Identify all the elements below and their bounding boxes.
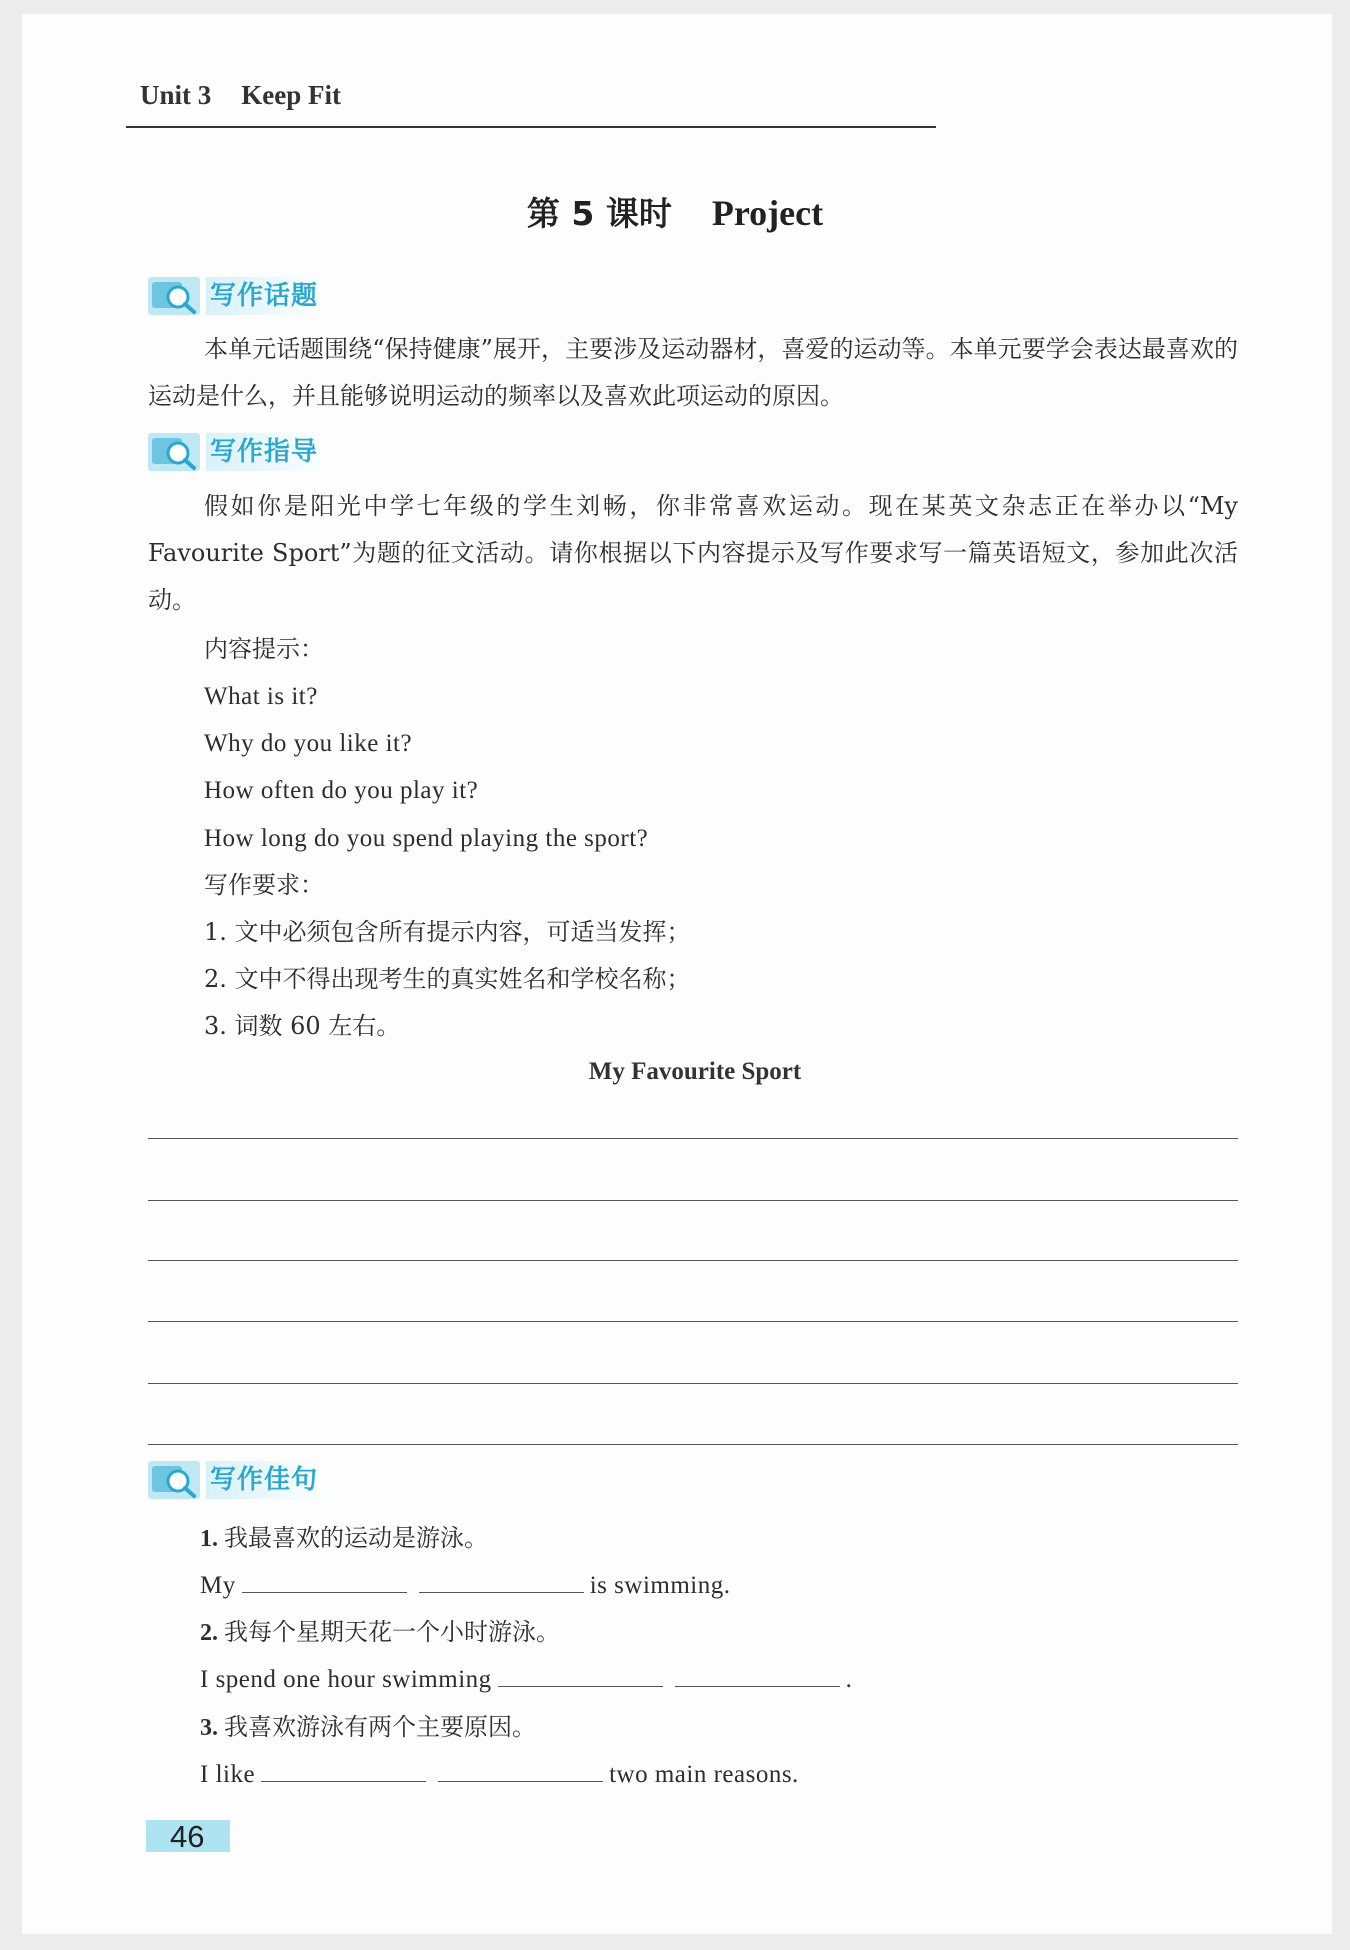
section-topic-header <box>148 276 332 316</box>
section-topic-label: 写作话题 <box>206 277 332 315</box>
writing-line[interactable] <box>148 1260 1238 1261</box>
sentence-1-cn: 1. 我最喜欢的运动是游泳。 <box>200 1524 488 1552</box>
requirements-label: 写作要求： <box>204 871 324 899</box>
writing-line[interactable] <box>148 1383 1238 1384</box>
section-sentences-header <box>148 1460 332 1500</box>
magnifier-icon <box>148 277 200 315</box>
header-rule <box>126 126 936 128</box>
hints-label: 内容提示： <box>204 635 324 663</box>
sentence-3-en: I like two main reasons. <box>200 1761 799 1788</box>
essay-title: My Favourite Sport <box>588 1058 802 1085</box>
section-guide-label: 写作指导 <box>206 433 332 471</box>
writing-line[interactable] <box>148 1138 1238 1139</box>
lesson-title <box>0 188 1350 235</box>
section-guide-header <box>148 432 332 472</box>
writing-line[interactable] <box>148 1200 1238 1201</box>
unit-number: Unit 3 <box>140 80 212 110</box>
answer-blank[interactable] <box>675 1664 840 1687</box>
lesson-title-en: Project <box>711 193 824 233</box>
running-header <box>140 80 341 111</box>
magnifier-icon <box>148 1461 200 1499</box>
answer-blank[interactable] <box>498 1664 663 1687</box>
magnifier-icon <box>148 433 200 471</box>
section-sentences-label: 写作佳句 <box>206 1461 332 1499</box>
hint-item: What is it? <box>204 683 318 710</box>
writing-line[interactable] <box>148 1444 1238 1445</box>
answer-blank[interactable] <box>419 1570 584 1593</box>
page-number: 46 <box>146 1820 230 1852</box>
hint-item: How long do you spend playing the sport? <box>204 825 649 852</box>
sentence-1-en: My is swimming. <box>200 1572 731 1599</box>
requirement-item: 3. 词数 60 左右。 <box>204 1012 401 1040</box>
answer-blank[interactable] <box>242 1570 407 1593</box>
sentence-2-cn: 2. 我每个星期天花一个小时游泳。 <box>200 1618 560 1646</box>
lesson-title-cn: 第 5 课时 <box>526 194 672 233</box>
topic-paragraph: 本单元话题围绕“保持健康”展开，主要涉及运动器材，喜爱的运动等。本单元要学会表达最喜欢的运动是什么，并且能够说明运动的频率以及喜欢此项运动的原因。 <box>148 335 1238 410</box>
guide-paragraph: 假如你是阳光中学七年级的学生刘畅，你非常喜欢运动。现在某英文杂志正在举办以“My Favourite Sport”为题的征文活动。请你根据以下内容提示及写作要求写一篇英语短文，参加此次活动。 <box>148 492 1238 614</box>
sentence-3-cn: 3. 我喜欢游泳有两个主要原因。 <box>200 1713 536 1741</box>
answer-blank[interactable] <box>261 1759 426 1782</box>
hint-item: How often do you play it? <box>204 777 479 804</box>
unit-name: Keep Fit <box>241 80 341 110</box>
writing-line[interactable] <box>148 1321 1238 1322</box>
requirement-item: 2. 文中不得出现考生的真实姓名和学校名称； <box>204 965 691 993</box>
answer-blank[interactable] <box>438 1759 603 1782</box>
hint-item: Why do you like it? <box>204 730 413 757</box>
sentence-2-en: I spend one hour swimming . <box>200 1666 853 1693</box>
requirement-item: 1. 文中必须包含所有提示内容，可适当发挥； <box>204 918 691 946</box>
